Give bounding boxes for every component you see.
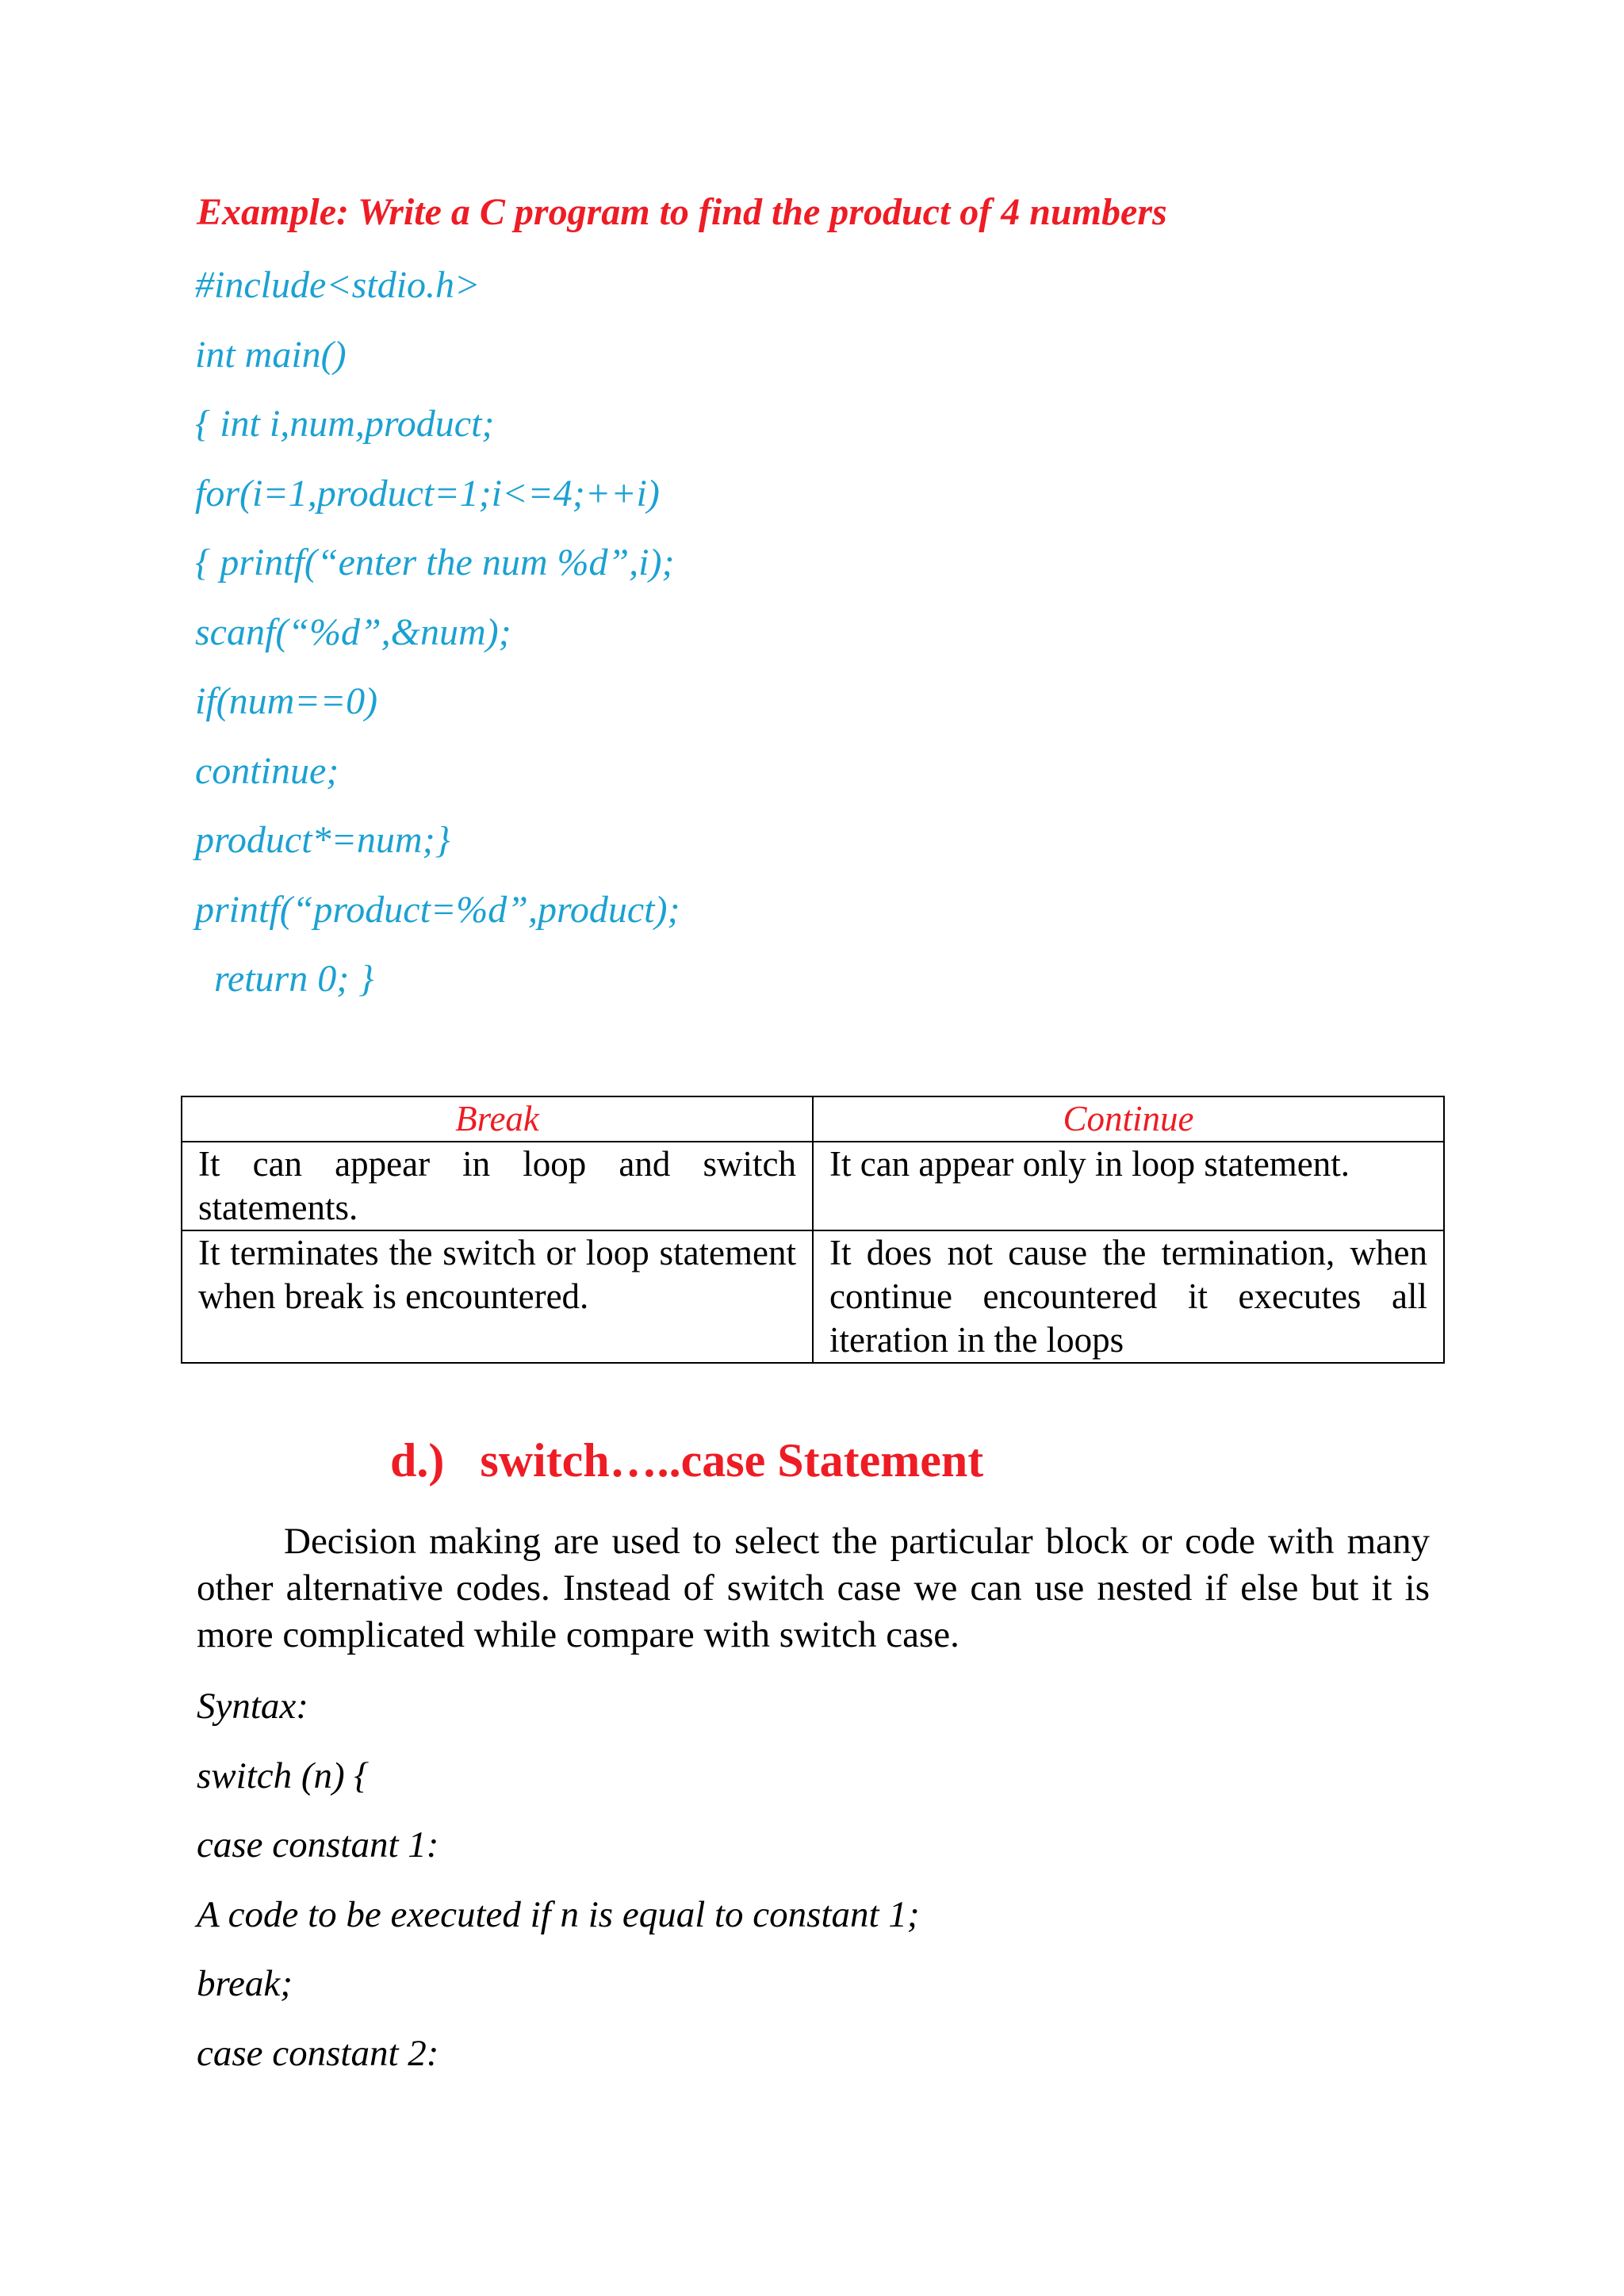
code-line: { int i,num,product; [195,403,495,445]
code-line: printf(“product=%d”,product); [195,888,680,931]
section-heading: d.) switch…..case Statement [390,1434,984,1487]
syntax-line: A code to be executed if n is equal to constant 1; [197,1893,920,1935]
syntax-line: break; [197,1963,293,2004]
table-row [182,1142,1444,1230]
example-title: Example: Write a C program to find the product of 4 numbers [197,191,1167,233]
table-cell: It can appear only in loop statement. [813,1142,1444,1230]
syntax-label: Syntax: [197,1686,308,1727]
code-line: return 0; } [195,958,374,1000]
header-continue: Continue [813,1096,1444,1142]
table-cell: It can appear in loop and switch statements. [182,1142,813,1230]
syntax-line: case constant 1: [197,1824,439,1866]
table-row [182,1230,1444,1363]
code-block [195,262,680,1025]
code-line: #include<stdio.h> [195,264,481,306]
section-paragraph: Decision making are used to select the particular block or code with many other alternative codes. Instead of switch case we can use nested if else but it is more complicated while compare with switch case. [197,1521,1430,1655]
code-line: for(i=1,product=1;i<=4;++i) [195,472,660,515]
code-line: continue; [195,749,339,792]
code-line: product*=num;} [195,819,450,861]
code-line: if(num==0) [195,680,378,722]
table-cell: It terminates the switch or loop statement when break is encountered. [182,1230,813,1363]
break-continue-comparison-table [181,1096,1445,1364]
table-header-row [182,1096,1444,1142]
syntax-line: switch (n) { [197,1755,370,1797]
code-line: { printf(“enter the num %d”,i); [195,541,675,584]
code-line: scanf(“%d”,&num); [195,610,511,653]
syntax-block [197,1682,919,2099]
table-cell: It does not cause the termination, when continue encountered it executes all iteration in the loops [813,1230,1444,1363]
syntax-line: case constant 2: [197,2032,439,2074]
header-break: Break [182,1096,813,1142]
code-line: int main() [195,333,347,376]
